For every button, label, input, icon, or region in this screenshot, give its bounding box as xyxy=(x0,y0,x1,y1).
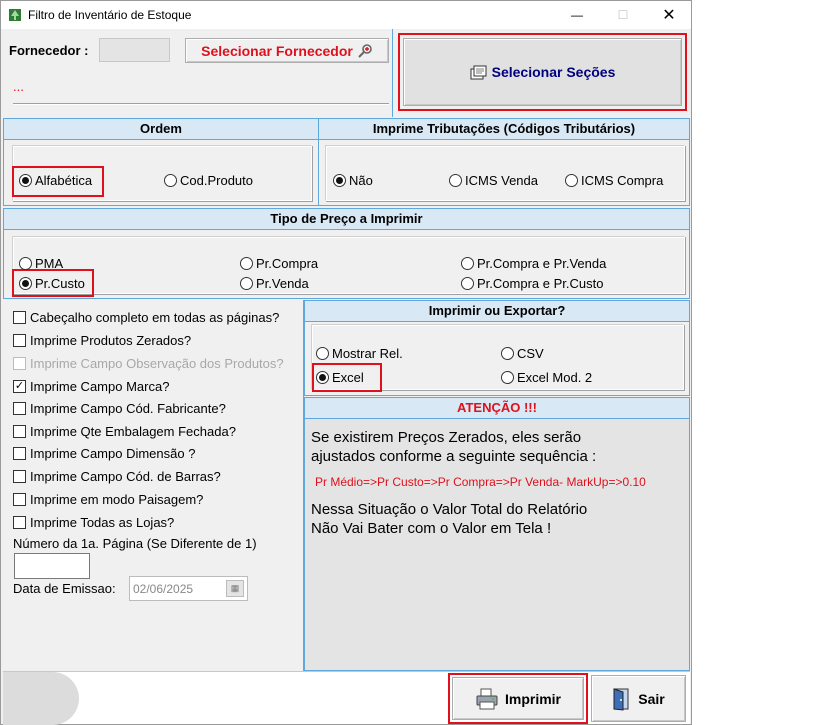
checkbox-box xyxy=(13,402,26,415)
attention-header: ATENÇÃO !!! xyxy=(305,398,689,419)
export-csv-radio[interactable]: CSV xyxy=(501,346,544,361)
price-cost-radio[interactable]: Pr.Custo xyxy=(19,276,85,291)
export-header: Imprimir ou Exportar? xyxy=(305,301,689,322)
check-icon: ✓ xyxy=(14,380,25,392)
radio-dot xyxy=(19,277,32,290)
checkbox-box xyxy=(13,425,26,438)
sections-tree-icon xyxy=(470,65,487,80)
checkbox-box xyxy=(13,447,26,460)
radio-dot xyxy=(501,371,514,384)
radio-dot xyxy=(19,257,32,270)
radio-dot xyxy=(333,174,346,187)
checkbox-closed-pack[interactable]: Imprime Qte Embalagem Fechada? xyxy=(13,424,236,439)
radio-dot xyxy=(164,174,177,187)
radio-dot xyxy=(461,257,474,270)
checkbox-dimension[interactable]: Imprime Campo Dimensão ? xyxy=(13,446,195,461)
radio-dot xyxy=(449,174,462,187)
radio-dot xyxy=(316,371,329,384)
maximize-icon: ☐ xyxy=(617,8,629,22)
checkbox-box xyxy=(13,516,26,529)
supplier-panel xyxy=(3,29,393,117)
checkbox-box xyxy=(13,493,26,506)
price-purchase-sale-radio[interactable]: Pr.Compra e Pr.Venda xyxy=(461,256,606,271)
checkbox-observation: Imprime Campo Observação dos Produtos? xyxy=(13,356,284,371)
print-label: Imprimir xyxy=(504,690,561,707)
export-show-report-radio[interactable]: Mostrar Rel. xyxy=(316,346,403,361)
minimize-button[interactable] xyxy=(554,1,600,29)
close-button[interactable] xyxy=(646,1,692,29)
maximize-button xyxy=(600,1,646,29)
magnifier-plus-icon xyxy=(357,43,373,59)
price-sale-radio[interactable]: Pr.Venda xyxy=(240,276,309,291)
export-excel2-radio[interactable]: Excel Mod. 2 xyxy=(501,370,592,385)
emission-date-label: Data de Emissao: xyxy=(13,581,116,596)
order-alphabetic-radio[interactable]: Alfabética xyxy=(19,173,92,188)
minimize-icon: — xyxy=(571,8,583,22)
checkbox-full-header[interactable]: Cabeçalho completo em todas as páginas? xyxy=(13,310,279,325)
price-purchase-radio[interactable]: Pr.Compra xyxy=(240,256,318,271)
supplier-dots: ... xyxy=(13,79,24,94)
emission-date-value: 02/06/2025 xyxy=(133,581,194,596)
order-header: Ordem xyxy=(4,119,318,140)
emission-date-field[interactable] xyxy=(129,576,248,601)
attention-line-4: Não Vai Bater com o Valor em Tela ! xyxy=(311,520,552,537)
checkbox-brand[interactable]: ✓ Imprime Campo Marca? xyxy=(14,379,170,394)
tax-icms-purchase-radio[interactable]: ICMS Compra xyxy=(565,173,663,188)
checkbox-all-stores[interactable]: Imprime Todas as Lojas? xyxy=(13,515,174,530)
checkbox-manufacturer-code[interactable]: Imprime Campo Cód. Fabricante? xyxy=(13,401,226,416)
exit-door-icon xyxy=(612,687,632,711)
exit-label: Sair xyxy=(638,690,665,707)
order-panel xyxy=(3,118,319,206)
radio-dot xyxy=(240,257,253,270)
radio-dot xyxy=(461,277,474,290)
app-tree-icon xyxy=(8,8,22,22)
radio-dot xyxy=(316,347,329,360)
export-panel xyxy=(304,300,690,396)
options-panel xyxy=(3,300,304,671)
price-purchase-cost-radio[interactable]: Pr.Compra e Pr.Custo xyxy=(461,276,603,291)
print-button[interactable] xyxy=(452,677,584,720)
checkbox-box xyxy=(13,357,26,370)
tax-panel xyxy=(318,118,690,206)
tax-header: Imprime Tributações (Códigos Tributários) xyxy=(319,119,689,140)
radio-dot xyxy=(240,277,253,290)
select-supplier-label: Selecionar Fornecedor xyxy=(201,42,353,59)
calendar-icon[interactable]: ▦ xyxy=(226,580,244,597)
radio-dot xyxy=(19,174,32,187)
window-title: Filtro de Inventário de Estoque xyxy=(28,8,192,22)
price-panel xyxy=(3,208,690,299)
tax-none-radio[interactable]: Não xyxy=(333,173,373,188)
supplier-code-field[interactable] xyxy=(99,38,170,62)
radio-dot xyxy=(565,174,578,187)
footer-decoration xyxy=(3,672,79,725)
price-pma-radio[interactable]: PMA xyxy=(19,256,63,271)
select-sections-label: Selecionar Seções xyxy=(491,64,616,80)
select-sections-button[interactable] xyxy=(403,38,682,106)
supplier-label: Fornecedor : xyxy=(9,43,89,58)
checkbox-box xyxy=(13,470,26,483)
checkbox-zero-products[interactable]: Imprime Produtos Zerados? xyxy=(13,333,191,348)
close-icon: ✕ xyxy=(662,7,676,24)
first-page-input[interactable] xyxy=(14,553,90,579)
checkbox-barcode[interactable]: Imprime Campo Cód. de Barras? xyxy=(13,469,221,484)
sections-highlight xyxy=(398,33,687,111)
checkbox-box xyxy=(13,334,26,347)
checkbox-box xyxy=(13,311,26,324)
price-header: Tipo de Preço a Imprimir xyxy=(4,209,689,230)
checkbox-landscape[interactable]: Imprime em modo Paisagem? xyxy=(13,492,203,507)
attention-panel xyxy=(304,397,690,671)
export-excel-radio[interactable]: Excel xyxy=(316,370,364,385)
radio-dot xyxy=(501,347,514,360)
order-code-radio[interactable]: Cod.Produto xyxy=(164,173,253,188)
tax-icms-sale-radio[interactable]: ICMS Venda xyxy=(449,173,538,188)
select-supplier-button[interactable] xyxy=(185,38,389,63)
attention-sequence: Pr Médio=>Pr Custo=>Pr Compra=>Pr Venda- MarkUp=>0.10 xyxy=(315,475,646,489)
attention-line-2: ajustados conforme a seguinte sequência : xyxy=(311,448,597,465)
first-page-label: Número da 1a. Página (Se Diferente de 1) xyxy=(13,536,257,551)
print-highlight xyxy=(448,673,588,724)
exit-button[interactable] xyxy=(591,675,686,722)
attention-line-3: Nessa Situação o Valor Total do Relatório xyxy=(311,501,588,518)
printer-icon xyxy=(475,688,499,710)
title-bar xyxy=(1,1,691,29)
supplier-divider xyxy=(13,103,389,105)
attention-line-1: Se existirem Preços Zerados, eles serão xyxy=(311,429,582,446)
